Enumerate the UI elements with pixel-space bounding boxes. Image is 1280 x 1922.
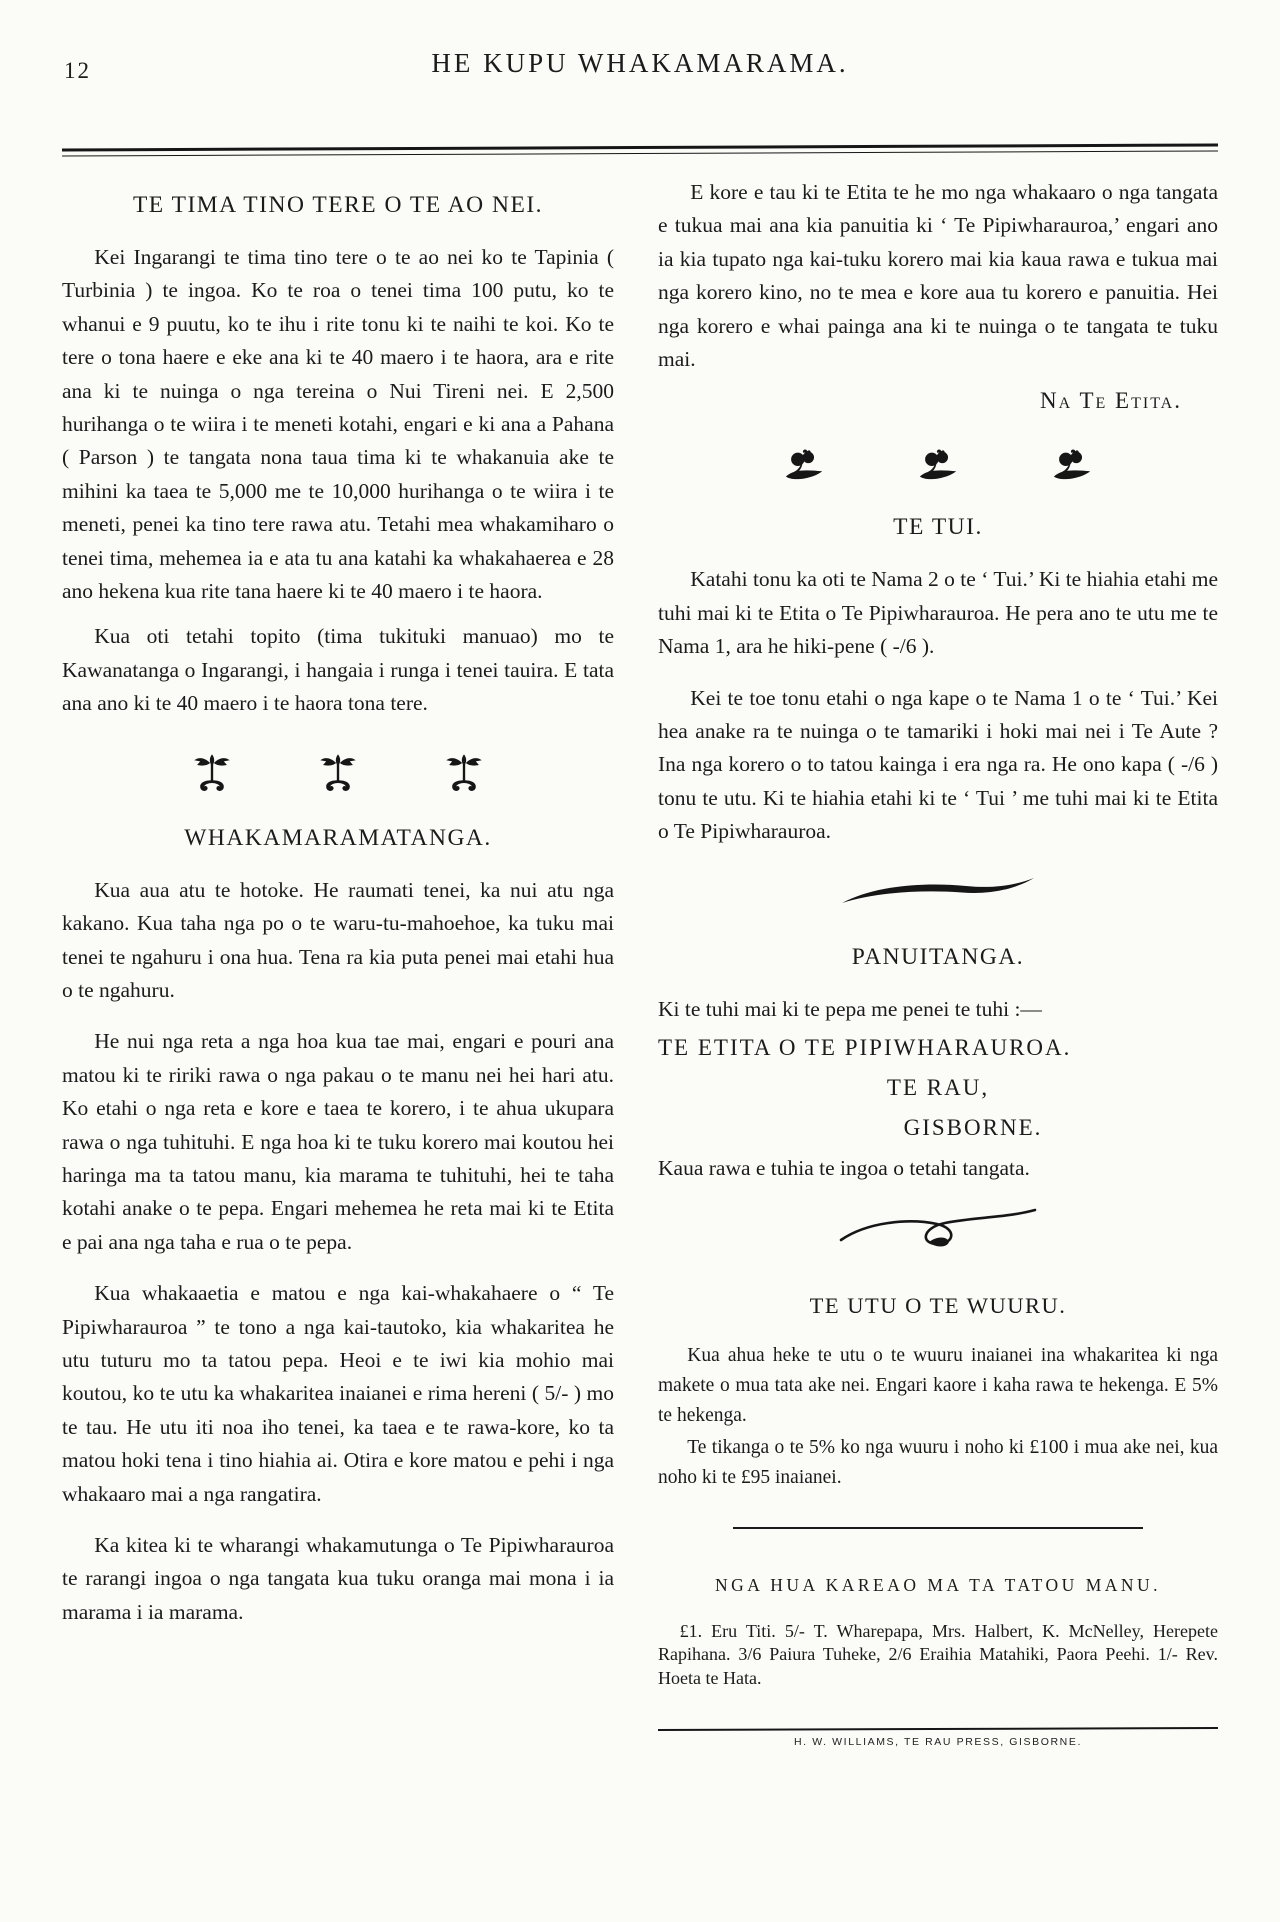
loop-flourish-icon	[833, 1206, 1043, 1263]
tui-paragraph: Kei te toe tonu etahi o nga kape o te Nama 1 o te ‘ Tui.’ Kei hea anake ra te nuinga o te tamariki i hoki mai nei i Te Aute ? Ina nga korero o to tatou kainga i era nga ra. He ono kapa ( -/6 ) tonu te utu. Ki te hiahia etahi ki te ‘ Tui ’ me tuhi mai ki te Etita o Te Pipiwharauroa.	[658, 685, 1218, 844]
article-tima-heading: TE TIMA TINO TERE O TE AO NEI.	[132, 192, 544, 218]
panuitanga-intro: Ki te tuhi mai ki te pepa me penei te tuhi :—	[658, 996, 1042, 1021]
section-rule	[733, 1527, 1143, 1529]
whakamaramatanga-paragraph: Kua aua atu te hotoke. He raumati tenei, ka nui atu nga kakano. Kua taha nga po o te waru-tu-mahoehoe, ka tuku mai tenei te ngahuru i ona hua. Tena ra kia puta penei mai etahi hua o te ngahuru.	[62, 877, 614, 1002]
subscriptions-text: £1. Eru Titi. 5/- T. Wharepapa, Mrs. Halbert, K. McNelley, Herepete Rapihana. 3/6 Paiura Tuheke, 2/6 Eraihia Matahiki, Paora Peehi. 1/- Rev. Hoeta te Hata.	[658, 1620, 1218, 1688]
imprint-line: H. W. WILLIAMS, TE RAU PRESS, GISBORNE.	[793, 1736, 1082, 1748]
fleuron-ornament-row	[62, 751, 614, 795]
whakamaramatanga-paragraph: He nui nga reta a nga hoa kua tae mai, engari e pouri ana matou ki te ririki rawa o nga pakau o te manu nei hei hari atu. Ko etahi o nga reta e kore e taea te korero, i te ahua ukupara rawa o nga tuhituhi. E nga hoa ki te tuku korero mai koutou hei haringa ma ta tatou manu, kia marama te tuhituhi, hei te taha kotahi anake o te pepa. Engari mehemea he reta mai ki te Etita e pai ana nga taha e rua o te pepa.	[62, 1029, 614, 1254]
right-column	[658, 162, 1218, 1748]
fleuron-icon	[444, 751, 484, 795]
article-panuitanga-heading: PANUITANGA.	[851, 943, 1025, 970]
page-number: 12	[64, 58, 91, 83]
swash-divider	[658, 875, 1218, 914]
wuuru-paragraph: Kua ahua heke te utu o te wuuru inaianei ina whakaritea ki nga makete o mua tata ake nei. Engari kaore i kaha rawa te hekenga. E 5% te hekenga.	[658, 1344, 1218, 1426]
leaf-sprig-icon	[1051, 448, 1093, 484]
leaf-sprig-icon	[917, 448, 959, 484]
fleuron-icon	[318, 751, 358, 795]
fleuron-icon	[192, 751, 232, 795]
article-tima-paragraph: Kei Ingarangi te tima tino tere o te ao nei ko te Tapinia ( Turbinia ) te ingoa. Ko te roa o tenei tima 100 putu, ko te whanui e 9 puutu, ko te ihu i rite tonu ki te naihi te koi. Ko te tere o tona haere e eke ana ki te 40 maero i te haora, ara e rite ana ki te nuinga o nga tereina o Nui Tireni nei. E 2,500 hurihanga o te wiira i te meneti kotahi, engari e ki ana a Pahana ( Parson ) te tangata nona taua tima ki te whakanuia ake te mihini ka taea te 5,000 me te 10,000 hurihanga o te wiira i te meneti, penei ka tino tere rawa atu. Tetahi mea whakamiharo o tenei tima, mehemea ia e ata tu ana katahi ka whakahaerea e 28 ano hekena kua rite tana haere ki te 40 maero i te haora.	[62, 245, 614, 604]
whakamaramatanga-paragraph: Ka kitea ki te wharangi whakamutunga o Te Pipiwharauroa te rarangi ingoa o nga tangata kua tuku oranga mai mona i ia marama i ia marama.	[62, 1533, 614, 1624]
article-tui-heading: TE TUI.	[893, 514, 983, 541]
panuitanga-address-line: TE ETITA O TE PIPIWHARAUROA.	[658, 1035, 1072, 1061]
two-column-body	[62, 162, 1218, 1748]
subscriptions-heading: NGA HUA KAREAO MA TA TATOU MANU.	[714, 1574, 1162, 1595]
imprint-rule	[658, 1727, 1218, 1731]
panuitanga-address-line: GISBORNE.	[903, 1115, 1043, 1141]
wuuru-paragraph: Te tikanga o te 5% ko nga wuuru i noho ki £100 i mua ake nei, kua noho ki te £95 inaianei.	[658, 1436, 1218, 1488]
leaf-ornament-row	[658, 448, 1218, 484]
tui-paragraph: Katahi tonu ka oti te Nama 2 o te ‘ Tui.’ Ki te hiahia etahi me tuhi mai ki te Etita o Te Pipiwharauroa. He pera ano te utu me te Nama 1, ara he hiki-pene ( -/6 ).	[658, 567, 1218, 659]
article-wuuru-heading: TE UTU O TE WUURU.	[809, 1292, 1067, 1318]
header-rule	[62, 143, 1218, 156]
wuuru-body	[658, 1341, 1218, 1493]
panuitanga-note: Kaua rawa e tuhia te ingoa o tetahi tangata.	[658, 1156, 1030, 1181]
article-tima-paragraph: Kua oti tetahi topito (tima tukituki manuao) mo te Kawanatanga o Ingarangi, i hangaia i runga i tenei tauira. E tata ana ano ki te 40 maero i te haora tona tere.	[62, 624, 614, 716]
swash-icon	[838, 875, 1038, 914]
masthead	[62, 40, 1218, 92]
page-title: HE KUPU WHAKAMARAMA.	[431, 48, 849, 78]
leaf-sprig-icon	[783, 448, 825, 484]
editor-signature: Na Te Etita.	[1039, 388, 1182, 414]
left-column	[62, 162, 614, 1748]
panuitanga-address-line: TE RAU,	[886, 1075, 990, 1101]
whakamaramatanga-paragraph: Kua whakaaetia e matou e nga kai-whakahaere o “ Te Pipiwharauroa ” te tono a nga kai-tautoko, kia whakaritea he utu tuturu mo ta tatou pepa. Heoi e te iwi kia mohio mai koutou, ko te utu ka whakaritea inaianei e rima hereni ( 5/- ) mo te tau. He utu iti noa iho tenei, ka taea e te rawa-kore, ko ta matou hoki tena i tino hiahia ai. Otira e kore matou e pehi i nga whakaaro mai a nga rangatira.	[62, 1281, 614, 1506]
editor-note-paragraph: E kore e tau ki te Etita te he mo nga whakaaro o nga tangata e tukua mai ana kia panuitia ki ‘ Te Pipiwharauroa,’ engari ano ia kia tupato nga kai-tuku korero mai kia kaua rawa e tukua mai nga korero kino, no te mea e kore aua tu korero e panuitia. Hei nga korero e whai painga ana ki te nuinga o te tangata te tuku mai.	[658, 180, 1218, 372]
flourish-divider	[658, 1206, 1218, 1263]
article-whakamaramatanga-heading: WHAKAMARAMATANGA.	[184, 824, 492, 851]
